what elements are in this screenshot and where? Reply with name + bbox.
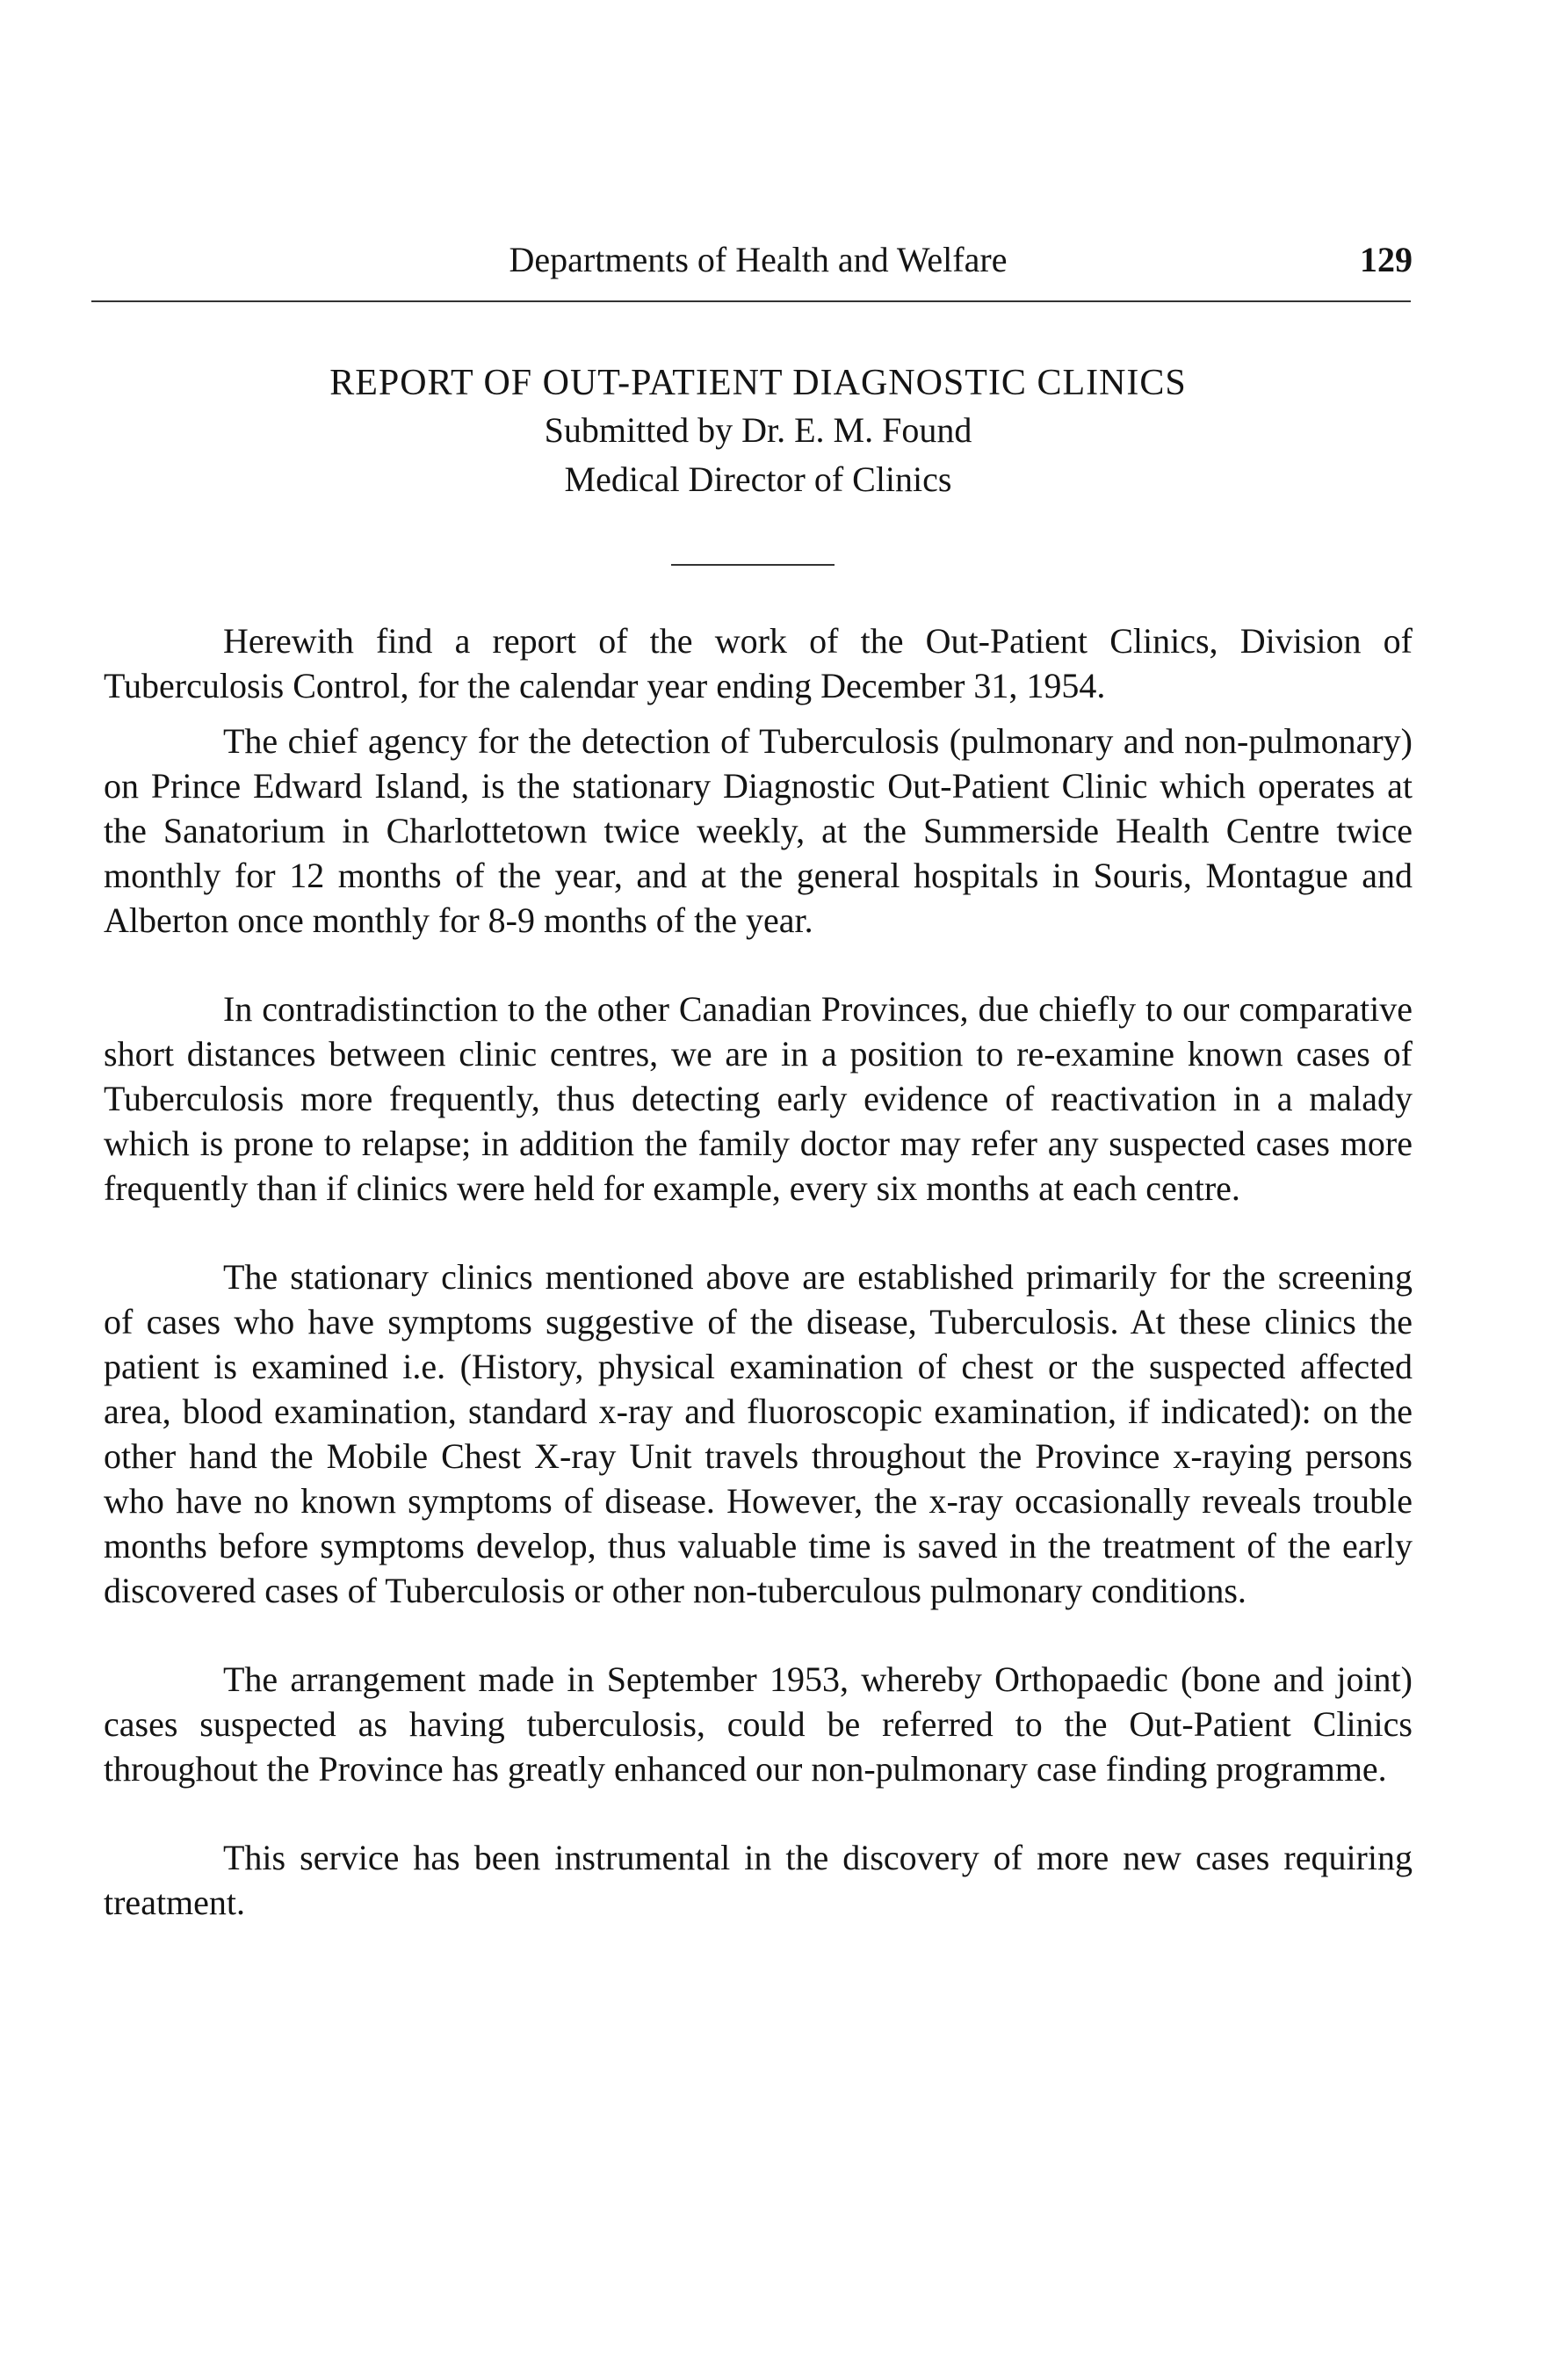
submitted-by: Submitted by Dr. E. M. Found xyxy=(544,410,972,450)
page-number: 129 xyxy=(1360,240,1413,279)
header-divider xyxy=(91,300,1411,302)
paragraph-arrangement: The arrangement made in September 1953, whereby Orthopaedic (bone and joint) cases suspected as having tuberculosis, could be referred to the Out-Patient Clinics throughout the Province has greatly enhanced our non-pulmonary case finding programme. xyxy=(104,1659,1413,1789)
title-divider xyxy=(671,564,835,566)
paragraph-intro: Herewith find a report of the work of the Out-Patient Clinics, Division of Tuberculosis Control, for the calendar year ending December 31, 1954. xyxy=(104,621,1413,705)
paragraph-service: This service has been instrumental in the discovery of more new cases requiring treatment. xyxy=(104,1838,1413,1922)
author-position: Medical Director of Clinics xyxy=(564,459,952,499)
paragraph-contradistinction: In contradistinction to the other Canadian Provinces, due chiefly to our comparative short distances between clinic centres, we are in a position to re-examine known cases of Tuberculosis more frequently, thus detecting early evidence of reactivation in a malady which is prone to relapse; in addition the family doctor may refer any suspected cases more frequently than if clinics were held for example, every six months at each centre. xyxy=(104,989,1413,1208)
running-title: Departments of Health and Welfare xyxy=(509,240,1008,279)
title-block xyxy=(104,360,1413,504)
report-title: REPORT OF OUT-PATIENT DIAGNOSTIC CLINICS xyxy=(329,363,1187,403)
paragraph-stationary-clinics: The stationary clinics mentioned above are established primarily for the screening of cases who have symptoms suggestive of the disease, Tuberculosis. At these clinics the patient is examined i.e. (History, physical examination of chest or the suspected affected area, blood examination, standard x-ray and fluoroscopic examination, if indicated): on the other hand the Mobile Chest X-ray Unit travels throughout the Province x-raying persons who have no known symptoms of disease. However, the x-ray occasionally reveals trouble months before symptoms develop, thus valuable time is saved in the treatment of the early discovered cases of Tuberculosis or other non-tuberculous pulmonary conditions. xyxy=(104,1257,1413,1610)
paragraph-chief-agency: The chief agency for the detection of Tuberculosis (pulmonary and non-pulmonary) on Prince Edward Island, is the stationary Diagnostic Out-Patient Clinic which operates at the Sanatorium in Charlottetown twice weekly, at the Summerside Health Centre twice monthly for 12 months of the year, and at the general hospitals in Souris, Montague and Alberton once monthly for 8-9 months of the year. xyxy=(104,721,1413,940)
body-text xyxy=(104,618,1413,1925)
running-header xyxy=(104,239,1413,292)
